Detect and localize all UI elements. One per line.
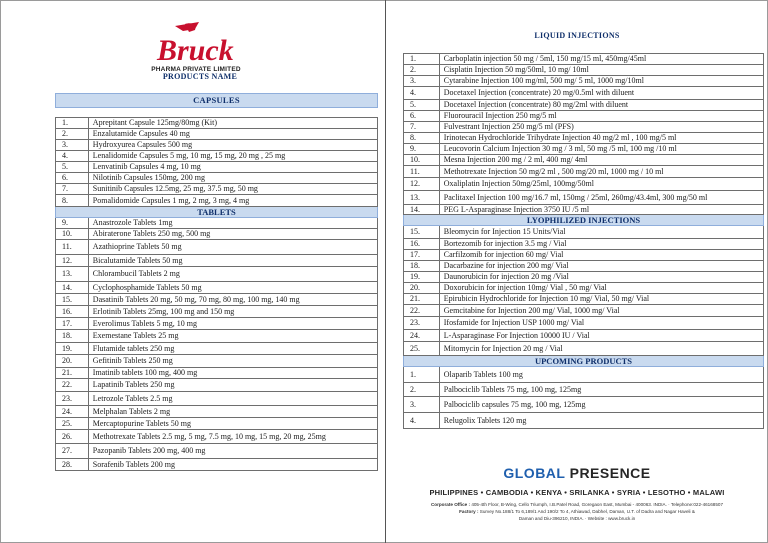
upcoming-header-label: UPCOMING PRODUCTS [404,356,764,367]
product-number: 20. [56,355,89,368]
product-number: 21. [404,294,440,305]
product-number: 22. [56,379,89,392]
product-name: Dacarbazine for injection 200 mg/ Vial [439,261,763,272]
products-name-header [55,71,345,85]
product-name: Pazopanib Tablets 200 mg, 400 mg [88,444,377,459]
product-name: Olaparib Tablets 100 mg [439,367,763,383]
product-number: 12. [404,178,440,191]
product-number: 13. [404,191,440,205]
product-row [56,379,378,392]
right-products-table [403,53,764,429]
capsules-label: CAPSULES [193,95,240,105]
product-number: 23. [56,392,89,406]
global-presence-footer [390,465,764,523]
product-name: PEG L-Asparaginase Injection 3750 IU /5 ml [439,205,763,215]
product-row [404,144,764,155]
product-row [56,392,378,406]
product-number: 24. [404,330,440,342]
product-row [56,240,378,255]
product-number: 16. [404,239,440,250]
product-number: 20. [404,283,440,294]
product-name: Cytarabine Injection 100 mg/ml, 500 mg/ 5 ml, 1000 mg/10ml [439,76,763,87]
product-name: Bleomycin for Injection 15 Units/Vial [439,226,763,239]
product-name: Mercaptopurine Tablets 50 mg [88,418,377,430]
product-name: Nilotinib Capsules 150mg, 200 mg [88,173,377,184]
corporate-office-label: Corporate Office : [430,502,471,507]
product-number: 4. [404,413,440,429]
product-number: 1. [56,118,89,129]
upcoming-header [404,356,764,367]
product-number: 1. [404,54,440,65]
product-name: Anastrozole Tablets 1mg [88,218,377,229]
product-number: 17. [404,250,440,261]
product-number: 2. [404,383,440,397]
product-number: 13. [56,267,89,282]
liquid-injections-label: LIQUID INJECTIONS [534,31,620,40]
liquid-injections-header [390,30,764,42]
product-row [56,430,378,444]
product-number: 3. [404,76,440,87]
product-row [404,239,764,250]
product-number: 10. [404,155,440,166]
product-number: 6. [56,173,89,184]
product-name: Carfilzomib for injection 60 mg/ Vial [439,250,763,261]
product-name: Sorafenib Tablets 200 mg [88,459,377,471]
product-number: 16. [56,306,89,318]
product-name: Palbociclib Tablets 75 mg, 100 mg, 125mg [439,383,763,397]
product-name: Fulvestrant Injection 250 mg/5 ml (PFS) [439,122,763,133]
product-number: 12. [56,255,89,267]
product-number: 15. [404,226,440,239]
product-number: 28. [56,459,89,471]
product-number: 25. [404,342,440,356]
product-row [404,367,764,383]
product-name: Enzalutamide Capsules 40 mg [88,129,377,140]
product-row [56,140,378,151]
countries-list: PHILIPPINES • CAMBODIA • KENYA • SRILANKA • SYRIA • LESOTHO • MALAWI [429,488,725,497]
product-name: Cisplatin Injection 50 mg/50ml, 10 mg/ 10ml [439,65,763,76]
product-row [56,343,378,355]
product-row [56,406,378,418]
presence-word: PRESENCE [569,465,651,481]
product-row [56,330,378,343]
product-number: 8. [56,195,89,207]
product-number: 3. [404,397,440,413]
product-row [404,122,764,133]
tablets-header [56,207,378,218]
product-row [56,162,378,173]
product-row [56,129,378,140]
column-divider [385,0,386,543]
lyophilized-header [404,215,764,226]
product-number: 7. [56,184,89,195]
product-row [56,173,378,184]
factory-address-line2: Daman and Diu-396210, INDIA. · Website : www.bruck.in [518,515,636,521]
product-row [404,87,764,100]
logo-mark-icon [155,20,245,70]
product-row [56,418,378,430]
products-name-label: PRODUCTS NAME [162,72,238,81]
product-name: Docetaxel Injection (concentrate) 80 mg/2ml with diluent [439,100,763,111]
product-row [56,318,378,330]
product-row [56,368,378,379]
product-name: Pomalidomide Capsules 1 mg, 2 mg, 3 mg, 4 mg [88,195,377,207]
product-row [404,250,764,261]
product-row [56,195,378,207]
product-name: Oxaliplatin Injection 50mg/25ml, 100mg/50ml [439,178,763,191]
product-number: 15. [56,294,89,306]
product-name: Leucovorin Calcium Injection 30 mg / 3 ml, 50 mg /5 ml, 100 mg /10 ml [439,144,763,155]
product-number: 14. [56,282,89,294]
product-number: 26. [56,430,89,444]
product-number: 4. [56,151,89,162]
product-row [404,342,764,356]
product-row [404,305,764,317]
product-name: Exemestane Tablets 25 mg [88,330,377,343]
product-name: Letrozole Tablets 2.5 mg [88,392,377,406]
factory-address: Survey No.188/1 To 6,189/1 And 190/2 To 4, Athiawad, Dabhel, Daman, U.T. of Dadra and Nagar Haveli & [479,508,695,514]
product-row [404,133,764,144]
product-name: Gemcitabine for Injection 200 mg/ Vial, 1000 mg/ Vial [439,305,763,317]
global-word: GLOBAL [503,465,566,481]
product-row [56,444,378,459]
product-name: Erlotinib Tablets 25mg, 100 mg and 150 mg [88,306,377,318]
product-name: Methotrexate Injection 50 mg/2 ml , 500 mg/20 ml, 1000 mg / 10 ml [439,166,763,178]
product-row [56,218,378,229]
bruck-logo [155,20,245,70]
product-name: Azathioprine Tablets 50 mg [88,240,377,255]
product-name: Paclitaxel Injection 100 mg/16.7 ml, 150mg / 25ml, 260mg/43.4ml, 300 mg/50 ml [439,191,763,205]
product-row [404,283,764,294]
product-row [56,294,378,306]
product-row [56,267,378,282]
product-row [404,294,764,305]
product-name: Mitomycin for Injection 20 mg / Vial [439,342,763,356]
product-name: Palbociclib capsules 75 mg, 100 mg, 125mg [439,397,763,413]
product-row [404,413,764,429]
product-number: 25. [56,418,89,430]
product-number: 14. [404,205,440,215]
product-row [56,255,378,267]
product-row [404,155,764,166]
product-name: Fluorouracil Injection 250 mg/5 ml [439,111,763,122]
product-number: 17. [56,318,89,330]
product-row [56,151,378,162]
product-name: Gefitinib Tablets 250 mg [88,355,377,368]
product-name: Doxorubicin for injection 10mg/ Vial , 50 mg/ Vial [439,283,763,294]
tablets-header-label: TABLETS [56,207,378,218]
product-name: Melphalan Tablets 2 mg [88,406,377,418]
product-name: Daunorubicin for injection 20 mg /Vial [439,272,763,283]
product-name: Flutamide tablets 250 mg [88,343,377,355]
product-row [404,317,764,330]
product-number: 27. [56,444,89,459]
product-number: 8. [404,133,440,144]
lyophilized-header-label: LYOPHILIZED INJECTIONS [404,215,764,226]
product-row [404,261,764,272]
product-row [404,272,764,283]
product-name: Carboplatin injection 50 mg / 5ml, 150 mg/15 ml, 450mg/45ml [439,54,763,65]
product-number: 5. [56,162,89,173]
left-products-table [55,117,378,471]
product-number: 9. [404,144,440,155]
product-row [56,184,378,195]
product-name: Dasatinib Tablets 20 mg, 50 mg, 70 mg, 80 mg, 100 mg, 140 mg [88,294,377,306]
product-number: 7. [404,122,440,133]
product-name: Imatinib tablets 100 mg, 400 mg [88,368,377,379]
product-row [404,76,764,87]
product-number: 18. [404,261,440,272]
product-name: Aprepitant Capsule 125mg/80mg (Kit) [88,118,377,129]
product-name: Cyclophosphamide Tablets 50 mg [88,282,377,294]
global-presence-title [390,465,764,481]
product-row [56,459,378,471]
product-name: Irinotecan Hydrochloride Trihydrate Injection 40 mg/2 ml , 100 mg/5 ml [439,133,763,144]
product-row [404,166,764,178]
product-number: 19. [56,343,89,355]
product-name: Epirubicin Hydrochloride for Injection 10 mg/ Vial, 50 mg/ Vial [439,294,763,305]
product-row [404,111,764,122]
product-row [404,226,764,239]
product-name: Bicalutamide Tablets 50 mg [88,255,377,267]
product-row [404,330,764,342]
product-name: Ifosfamide for Injection USP 1000 mg/ Vial [439,317,763,330]
product-number: 21. [56,368,89,379]
product-name: Hydroxyurea Capsules 500 mg [88,140,377,151]
product-name: Everolimus Tablets 5 mg, 10 mg [88,318,377,330]
product-number: 11. [404,166,440,178]
product-name: Methotrexate Tablets 2.5 mg, 5 mg, 7.5 mg, 10 mg, 15 mg, 20 mg, 25mg [88,430,377,444]
product-number: 24. [56,406,89,418]
brand-tagline: PHARMA PRIVATE LIMITED [151,66,241,73]
product-number: 5. [404,100,440,111]
product-row [404,54,764,65]
factory-label: Factory : [459,508,479,514]
product-name: Lenalidomide Capsules 5 mg, 10 mg, 15 mg, 20 mg , 25 mg [88,151,377,162]
product-number: 11. [56,240,89,255]
corporate-office-line [390,502,764,523]
product-name: L-Asparaginase For Injection 10000 IU / Vial [439,330,763,342]
product-row [404,191,764,205]
product-name: Lapatinib Tablets 250 mg [88,379,377,392]
product-name: Mesna Injection 200 mg / 2 ml, 400 mg/ 4ml [439,155,763,166]
product-number: 2. [404,65,440,76]
product-name: Docetaxel Injection (concentrate) 20 mg/0.5ml with diluent [439,87,763,100]
product-number: 2. [56,129,89,140]
product-name: Abiraterone Tablets 250 mg, 500 mg [88,229,377,240]
product-number: 23. [404,317,440,330]
capsules-header [55,93,378,108]
product-number: 22. [404,305,440,317]
product-name: Sunitinib Capsules 12.5mg, 25 mg, 37.5 mg, 50 mg [88,184,377,195]
product-number: 9. [56,218,89,229]
product-name: Chlorambucil Tablets 2 mg [88,267,377,282]
product-row [56,282,378,294]
product-row [56,229,378,240]
product-row [404,397,764,413]
product-name: Bortezomib for injection 3.5 mg / Vial [439,239,763,250]
svg-text:Bruck: Bruck [157,34,234,67]
product-number: 19. [404,272,440,283]
corporate-office-address: 405-4th Floor, B-Wing, Cello Triumph, I.B.Patel Road, Goregaon East, Mumbai - 400063. INDIA. · Telephone:022-46168507 [471,502,724,507]
product-row [404,100,764,111]
product-number: 3. [56,140,89,151]
product-row [56,118,378,129]
product-row [404,205,764,215]
product-row [56,355,378,368]
product-name: Lenvatinib Capsules 4 mg, 10 mg [88,162,377,173]
product-name: Relugolix Tablets 120 mg [439,413,763,429]
product-row [404,178,764,191]
product-number: 10. [56,229,89,240]
product-number: 6. [404,111,440,122]
product-number: 18. [56,330,89,343]
product-row [404,383,764,397]
product-row [404,65,764,76]
product-row [56,306,378,318]
product-number: 1. [404,367,440,383]
product-number: 4. [404,87,440,100]
